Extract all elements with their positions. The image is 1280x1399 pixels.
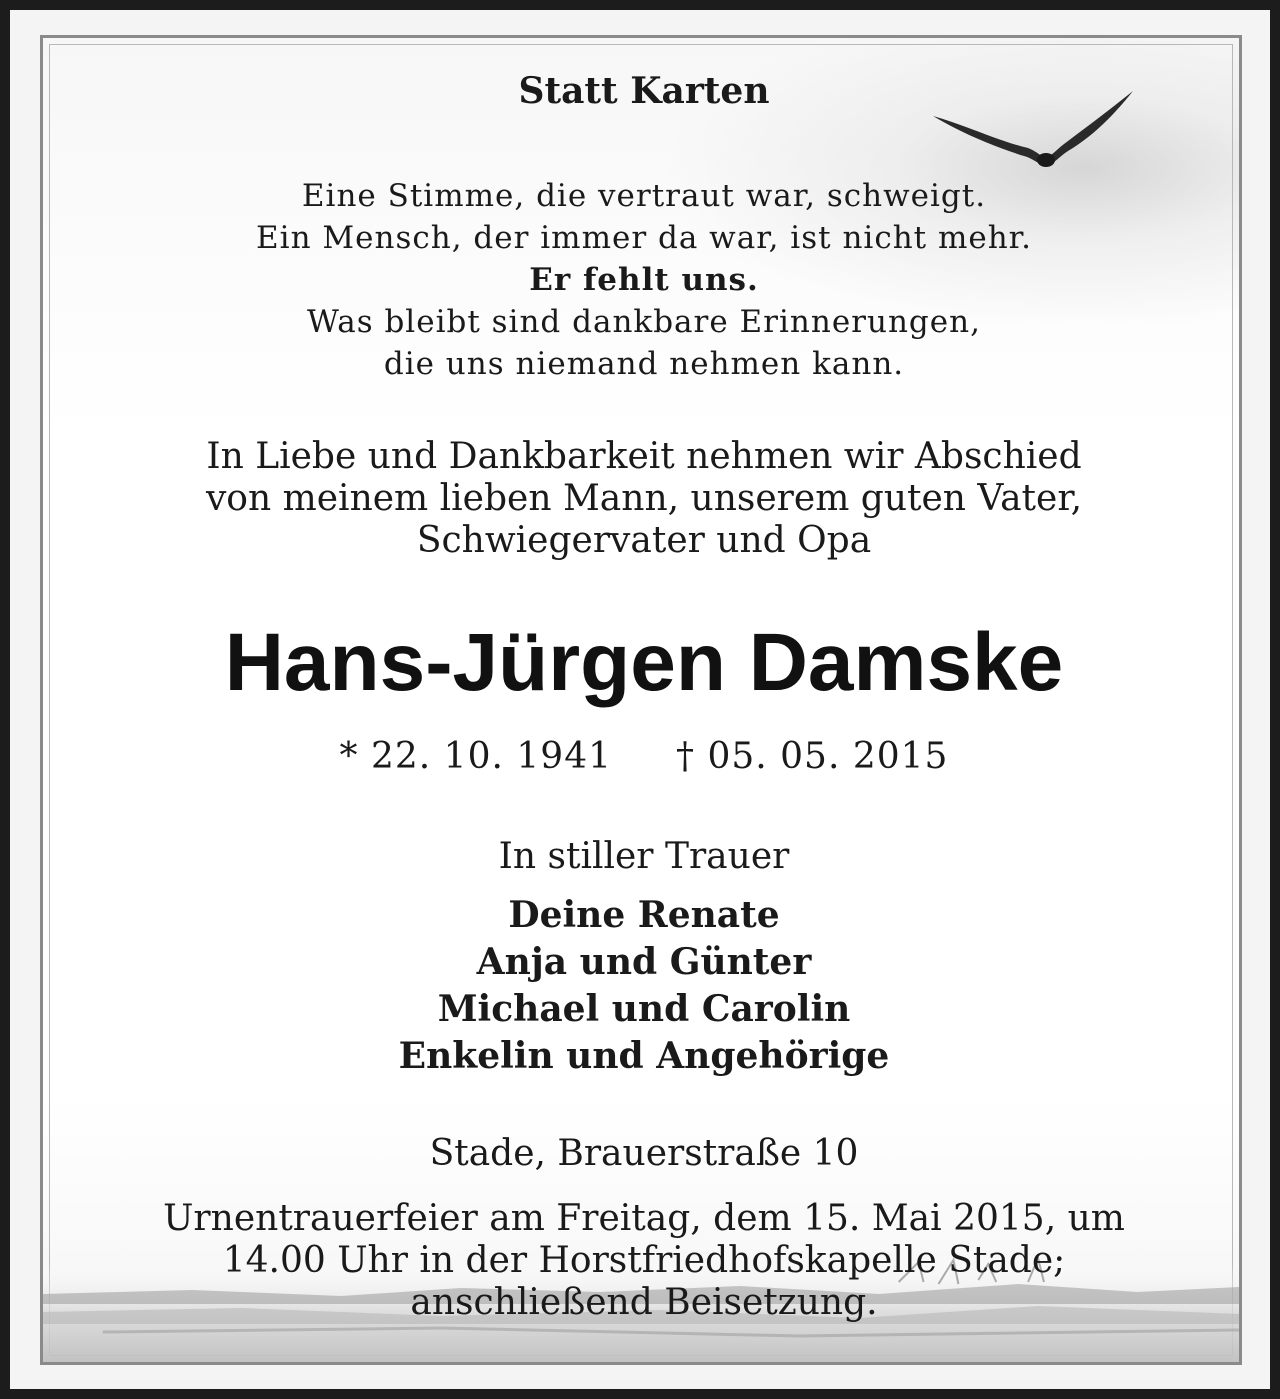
poem-line-5: die uns niemand nehmen kann. bbox=[383, 346, 905, 382]
intro-line-3: Schwiegervater und Opa bbox=[416, 520, 872, 561]
poem-line-1: Eine Stimme, die vertraut war, schweigt. bbox=[301, 178, 987, 214]
statt-karten-heading: Statt Karten bbox=[518, 70, 770, 112]
life-dates bbox=[43, 736, 1242, 777]
mourner-name-2: Anja und Günter bbox=[476, 941, 812, 983]
mourner-name-1: Deine Renate bbox=[508, 894, 780, 936]
ceremony-line-2: 14.00 Uhr in der Horstfriedhofskapelle Stade; bbox=[222, 1240, 1066, 1281]
address: Stade, Brauerstraße 10 bbox=[429, 1133, 859, 1174]
death-date: † 05. 05. 2015 bbox=[676, 736, 949, 777]
obituary-card bbox=[40, 35, 1242, 1365]
birth-date: * 22. 10. 1941 bbox=[339, 736, 612, 777]
mourning-heading: In stiller Trauer bbox=[498, 836, 790, 877]
deceased-name: Hans-Jürgen Damske bbox=[224, 617, 1064, 708]
ceremony-line-1: Urnentrauerfeier am Freitag, dem 15. Mai 2015, um bbox=[163, 1198, 1125, 1239]
intro-line-2: von meinem lieben Mann, unserem guten Vater, bbox=[205, 478, 1083, 519]
mourner-name-4: Enkelin und Angehörige bbox=[398, 1035, 890, 1077]
mourner-name-3: Michael und Carolin bbox=[437, 988, 851, 1030]
ceremony-line-3: anschließend Beisetzung. bbox=[410, 1282, 878, 1323]
poem-line-4: Was bleibt sind dankbare Erinnerungen, bbox=[307, 304, 981, 340]
poem-line-2: Ein Mensch, der immer da war, ist nicht mehr. bbox=[256, 220, 1032, 256]
intro-line-1: In Liebe und Dankbarkeit nehmen wir Abschied bbox=[206, 436, 1082, 477]
poem-line-3: Er fehlt uns. bbox=[529, 262, 759, 298]
